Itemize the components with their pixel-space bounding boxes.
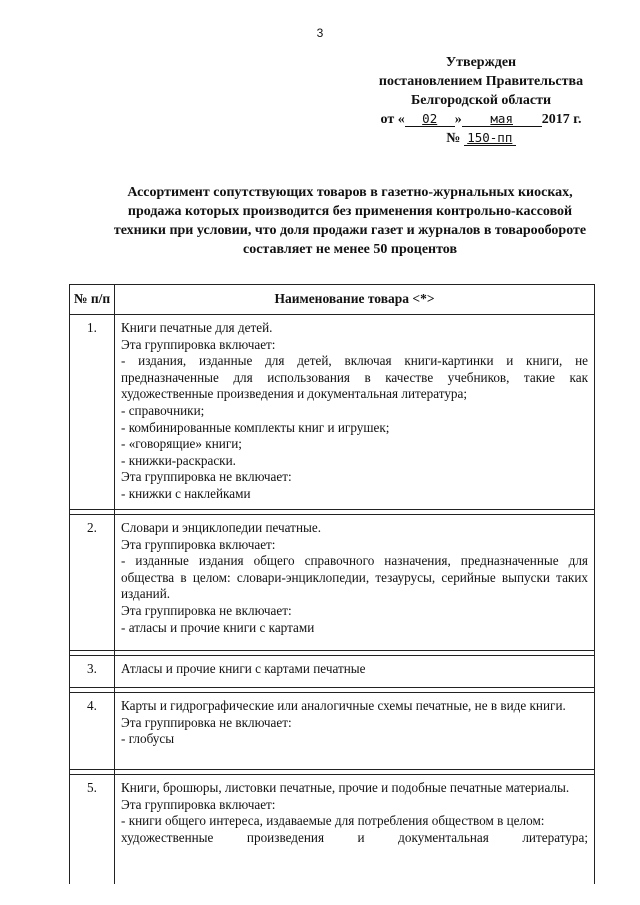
table-row: [70, 693, 595, 770]
table-row: [70, 656, 595, 688]
desc-line: - книги общего интереса, издаваемые для потребления обществом в целом:: [121, 813, 545, 829]
title-line-1: Ассортимент сопутствующих товаров в газетно-журнальных киосках,: [127, 185, 573, 200]
date-mid: »: [454, 112, 462, 127]
desc-line: Словари и энциклопедии печатные.: [121, 520, 322, 535]
row-number: 1.: [70, 315, 115, 510]
approval-number-line: [356, 129, 606, 148]
row-description: [115, 693, 595, 770]
desc-line: - книжки с наклейками: [121, 485, 251, 501]
header-num: № п/п: [70, 285, 115, 315]
document-title: [100, 183, 600, 259]
date-month: мая: [462, 111, 542, 127]
desc-line: Эта группировка включает:: [121, 536, 276, 552]
page-number: 3: [316, 26, 324, 40]
row-description: [115, 775, 595, 885]
approval-line-region: Белгородской области: [410, 93, 552, 108]
number-value: 150-пп: [464, 130, 516, 146]
date-suffix: 2017 г.: [541, 112, 582, 127]
approval-line-approved: Утвержден: [445, 55, 517, 70]
date-prefix: от «: [380, 112, 405, 127]
desc-line: Атласы и прочие книги с картами печатные: [121, 661, 366, 676]
row-description: [115, 315, 595, 510]
desc-line: - атласы и прочие книги с картами: [121, 619, 315, 635]
row-number: 2.: [70, 515, 115, 651]
title-line-4: составляет не менее 50 процентов: [243, 242, 457, 257]
desc-line: - изданные издания общего справочного назначения, предназначенные для общества в целом: словари-энциклопедии, тезаурусы, серийные выпуски таких изданий.: [121, 553, 588, 602]
goods-table: [69, 284, 595, 884]
row-number: 4.: [70, 693, 115, 770]
desc-line: Эта группировка включает:: [121, 336, 276, 352]
desc-line: - «говорящие» книги;: [121, 436, 242, 452]
row-number: 3.: [70, 656, 115, 688]
header-name: Наименование товара <*>: [115, 285, 595, 315]
approval-line-resolution: постановлением Правительства: [378, 74, 584, 89]
row-description: [115, 515, 595, 651]
approval-block: [356, 53, 606, 148]
desc-line: - издания, изданные для детей, включая книги-картинки и книги, не предназначенные для использования в качестве учебников, такие как художественные произведения и документальная литература;: [121, 353, 588, 402]
desc-line: Эта группировка не включает:: [121, 714, 292, 730]
desc-line: - глобусы: [121, 731, 175, 747]
row-description: [115, 656, 595, 688]
desc-line: Книги печатные для детей.: [121, 320, 273, 335]
desc-line: - справочники;: [121, 402, 205, 418]
date-day: 02: [405, 111, 455, 127]
number-prefix: №: [446, 131, 461, 146]
desc-line: Эта группировка не включает:: [121, 469, 292, 485]
desc-line: Карты и гидрографические или аналогичные схемы печатные, не в виде книги.: [121, 698, 566, 713]
desc-line: Эта группировка включает:: [121, 796, 276, 812]
desc-line: - книжки-раскраски.: [121, 452, 236, 468]
table-row: [70, 515, 595, 651]
desc-line: художественные произведения и документальная литература;: [121, 829, 588, 845]
desc-line: - комбинированные комплекты книг и игрушек;: [121, 419, 390, 435]
table-row: [70, 315, 595, 510]
table-header-row: [70, 285, 595, 315]
row-number: 5.: [70, 775, 115, 885]
title-line-2: продажа которых производится без применения контрольно-кассовой: [127, 204, 573, 219]
desc-line: Эта группировка не включает:: [121, 602, 292, 618]
table-row: [70, 775, 595, 885]
approval-date-line: [356, 110, 606, 129]
desc-line: Книги, брошюры, листовки печатные, прочие и подобные печатные материалы.: [121, 780, 570, 795]
title-line-3: техники при условии, что доля продажи газет и журналов в товарообороте: [113, 223, 587, 238]
